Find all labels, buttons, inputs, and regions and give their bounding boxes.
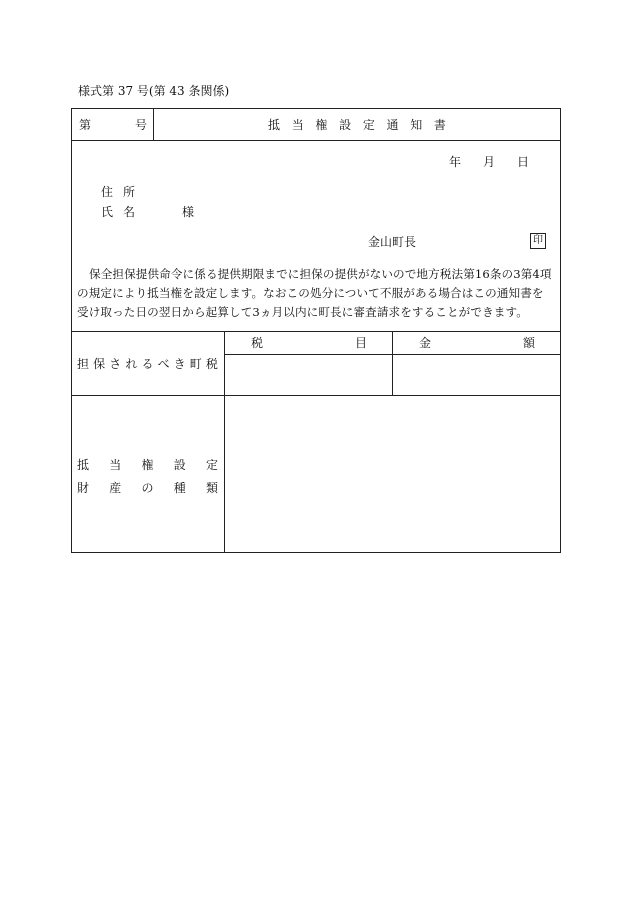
property-label-line2: 財 産 の 種 類	[77, 481, 218, 495]
document-number-label: 第 号	[79, 118, 147, 132]
header-divider	[71, 140, 561, 141]
notice-line: 保全担保提供命令に係る提供期限までに担保の提供がないので地方税法第16条の3第4項	[89, 267, 552, 281]
form-label: 様式第 37 号(第 43 条関係)	[78, 84, 230, 98]
tax-section-divider	[71, 331, 561, 332]
tax-item-field[interactable]	[225, 355, 391, 394]
name-label: 氏 名	[101, 205, 135, 219]
property-label-line1: 抵 当 権 設 定	[77, 458, 218, 472]
amount-header: 金 額	[419, 336, 535, 350]
notice-line: 受け取った日の翌日から起算して3ヵ月以内に町長に審査請求をすることができます。	[77, 305, 528, 319]
tax-item-header: 税 目	[251, 336, 367, 350]
property-type-field[interactable]	[225, 396, 560, 552]
notice-line: の規定により抵当権を設定します。なおこの処分について不服がある場合はこの通知書を	[77, 286, 544, 300]
issuer-name: 金山町長	[368, 235, 417, 249]
document-title: 抵 当 権 設 定 通 知 書	[268, 118, 446, 132]
honorific: 様	[182, 205, 195, 219]
date-line: 年 月 日	[449, 155, 529, 169]
notice-body	[77, 265, 557, 322]
tax-row-label: 担 保 さ れ る べ き 町 税	[77, 357, 218, 371]
seal-mark: 印	[530, 233, 546, 249]
number-cell-divider	[153, 108, 154, 140]
amount-field[interactable]	[393, 355, 560, 394]
address-label: 住 所	[101, 185, 135, 199]
